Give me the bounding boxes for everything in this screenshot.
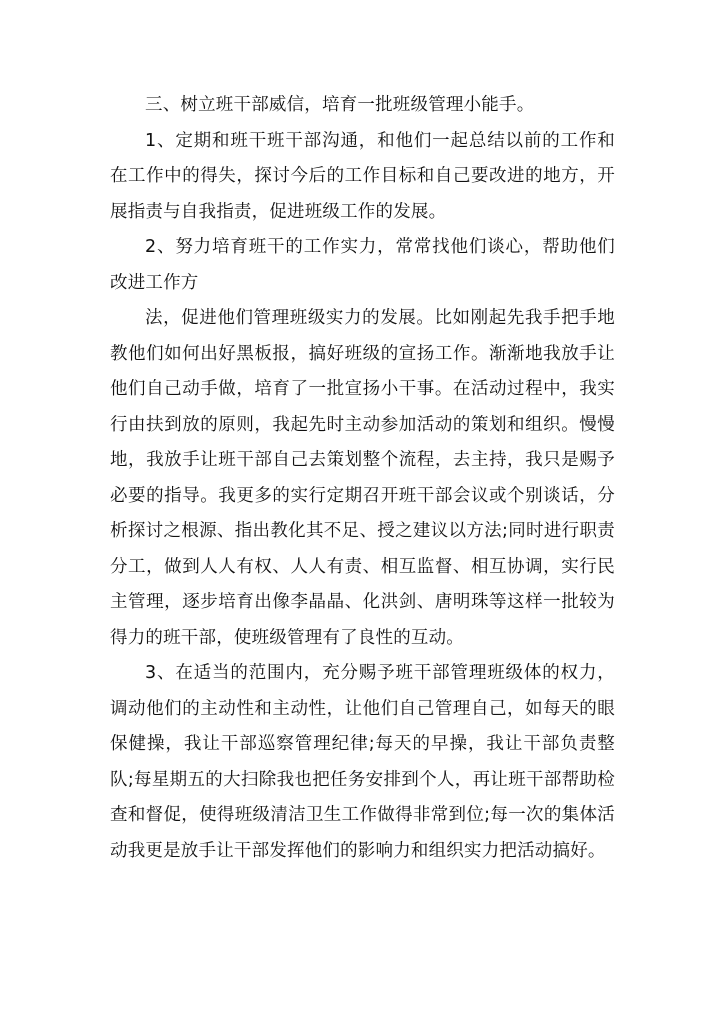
document-body [110,88,615,869]
paragraph-3: 法，促进他们管理班级实力的发展。比如刚起先我手把手地教他们如何出好黑板报，搞好班级的宣扬工作。渐渐地我放手让他们自己动手做，培育了一批宣扬小干事。在活动过程中，我实行由扶到放的原则，我起先时主动参加活动的策划和组织。慢慢地，我放手让班干部自己去策划整个流程，去主持，我只是赐予必要的指导。我更多的实行定期召开班干部会议或个别谈话，分析探讨之根源、指出教化其不足、授之建议以方法;同时进行职责分工，做到人人有权、人人有责、相互监督、相互协调，实行民主管理，逐步培育出像李晶晶、化洪剑、唐明珠等这样一批较为得力的班干部，使班级管理有了良性的互动。 [110,308,615,648]
section-heading: 三、树立班干部威信，培育一批班级管理小能手。 [145,95,535,115]
paragraph-2: 2、努力培育班干的工作实力，常常找他们谈心，帮助他们改进工作方 [110,237,615,293]
paragraph-4: 3、在适当的范围内，充分赐予班干部管理班级体的权力，调动他们的主动性和主动性，让他们自己管理自己，如每天的眼保健操，我让干部巡察管理纪律;每天的早操，我让干部负责整队;每星期五的大扫除我也把任务安排到个人，再让班干部帮助检查和督促，使得班级清洁卫生工作做得非常到位;每一次的集体活动我更是放手让干部发挥他们的影响力和组织实力把活动搞好。 [110,663,615,861]
paragraph-1: 1、定期和班干班干部沟通，和他们一起总结以前的工作和在工作中的得失，探讨今后的工作目标和自己要改进的地方，开展指责与自我指责，促进班级工作的发展。 [110,130,615,222]
